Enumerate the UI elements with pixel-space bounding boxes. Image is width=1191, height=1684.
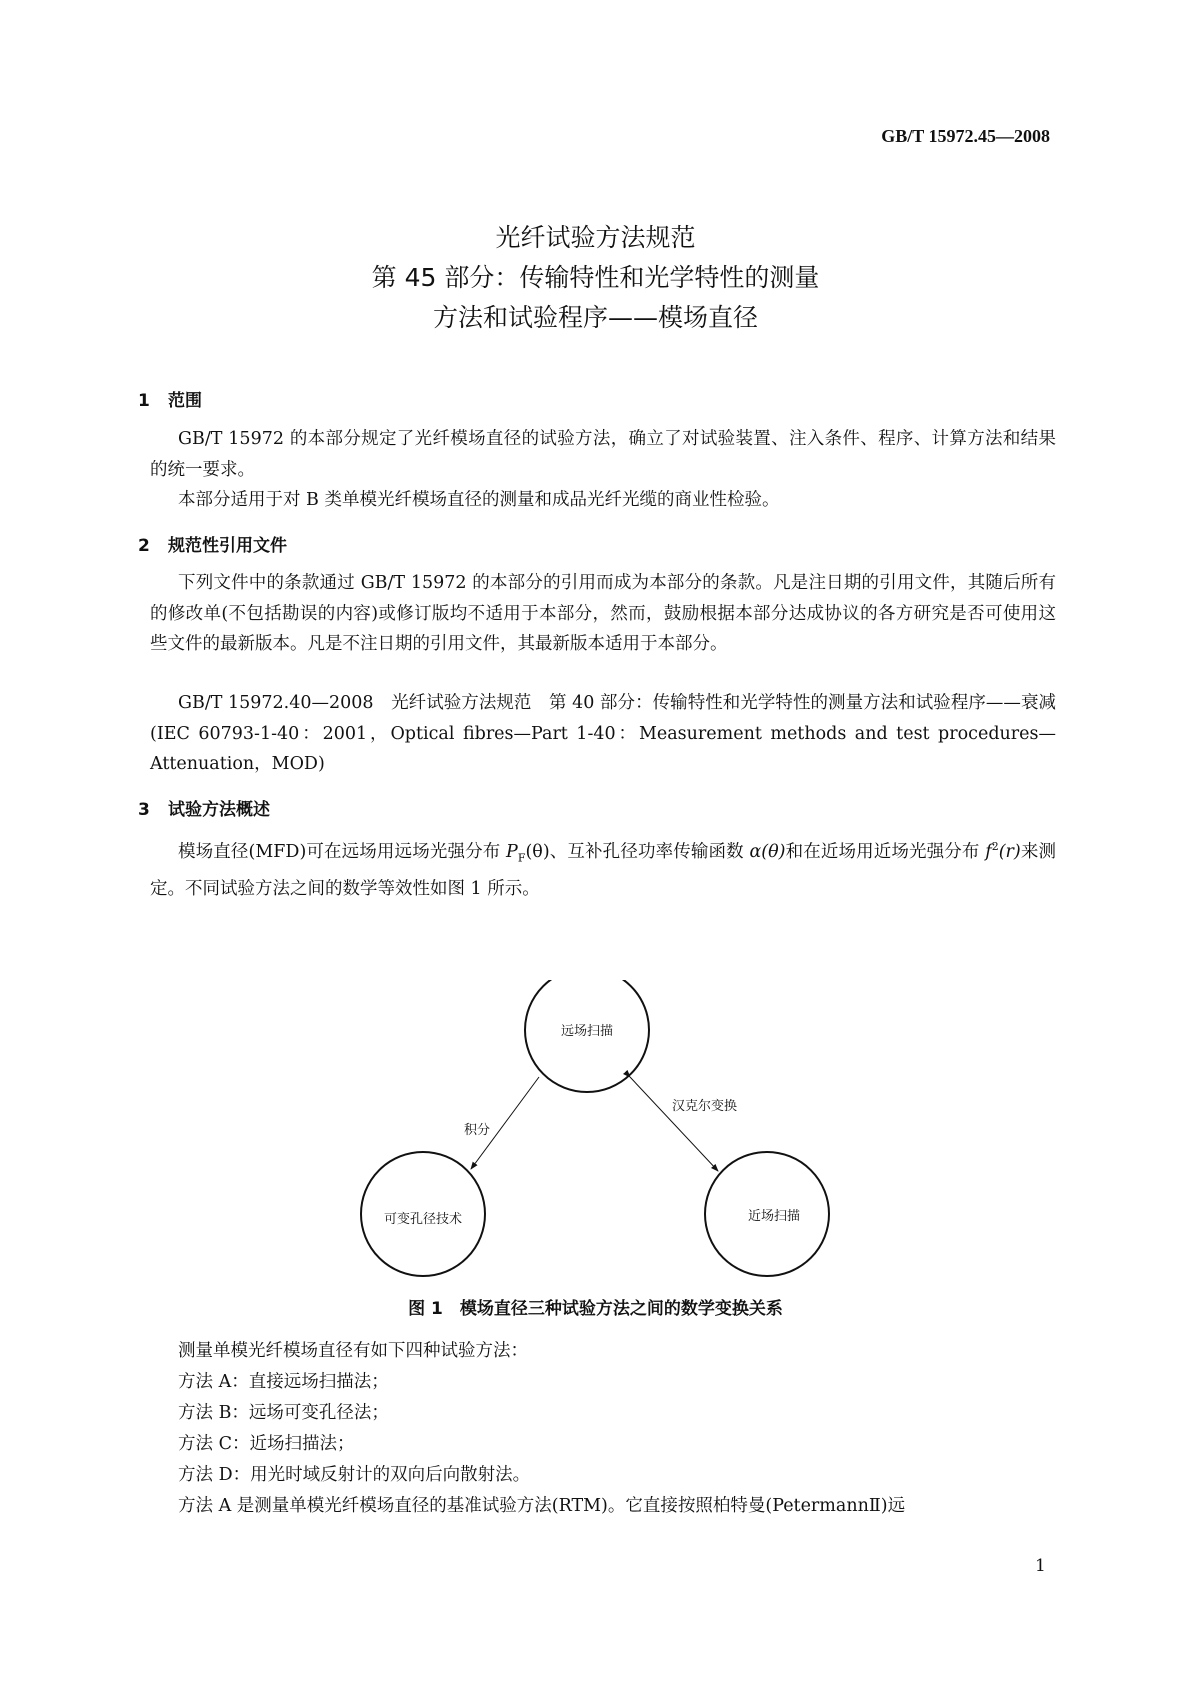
hankel-transform-arrow <box>630 1077 718 1171</box>
document-number: GB/T 15972.45—2008 <box>881 126 1050 146</box>
section-1-paragraph-2: 本部分适用于对 B 类单模光纤模场直径的测量和成品光纤光缆的商业性检验。 <box>178 490 780 510</box>
title-line-1: 光纤试验方法规范 <box>495 223 696 252</box>
method-c: 方法 C：近场扫描法； <box>178 1434 355 1454</box>
node-label-near-field: 近场扫描 <box>747 1209 801 1224</box>
section-1-heading: 1 范围 <box>138 391 202 411</box>
edge-label-integral: 积分 <box>464 1123 491 1138</box>
method-b: 方法 B：远场可变孔径法； <box>178 1403 389 1423</box>
method-a-description: 方法 A 是测量单模光纤模场直径的基准试验方法(RTM)。它直接按照柏特曼(PetermannⅡ)远 <box>178 1496 906 1516</box>
method-a: 方法 A：直接远场扫描法； <box>178 1372 389 1392</box>
title-line-3: 方法和试验程序——模场直径 <box>432 303 758 332</box>
figure-caption: 图 1 模场直径三种试验方法之间的数学变换关系 <box>408 1299 783 1319</box>
methods-intro: 测量单模光纤模场直径有如下四种试验方法： <box>178 1341 528 1361</box>
node-label-far-field: 远场扫描 <box>560 1024 614 1039</box>
section-3-paragraph-1: 模场直径(MFD)可在远场用远场光强分布 $P_F(\theta)$、互补孔径功率传输函数 α(θ)和在近场用近场光强分布 $f^2(r)$来测定。不同试验方法之间的数学等效性如图 1 所示。 <box>150 840 1057 899</box>
section-2-heading: 2 规范性引用文件 <box>138 536 287 556</box>
edge-label-hankel: 汉克尔变换 <box>672 1099 738 1114</box>
page-number: 1 <box>1035 1556 1046 1576</box>
title-line-2: 第 45 部分：传输特性和光学特性的测量 <box>371 263 820 292</box>
section-3-heading: 3 试验方法概述 <box>138 800 270 820</box>
node-label-variable-aperture: 可变孔径技术 <box>383 1212 463 1227</box>
method-relationship-diagram <box>330 980 850 1290</box>
section-2-paragraph-2: GB/T 15972.40—2008 光纤试验方法规范 第 40 部分：传输特性和光学特性的测量方法和试验程序——衰减(IEC 60793-1-40：2001，Optical fibres—Part 1-40：Measurement methods and test procedures—Attenuation，MOD) <box>150 693 1056 774</box>
method-d: 方法 D：用光时域反射计的双向后向散射法。 <box>178 1465 531 1485</box>
section-2-paragraph-1: 下列文件中的条款通过 GB/T 15972 的本部分的引用而成为本部分的条款。凡是注日期的引用文件，其随后所有的修改单(不包括勘误的内容)或修订版均不适用于本部分，然而，鼓励根据本部分达成协议的各方研究是否可使用这些文件的最新版本。凡是不注日期的引用文件，其最新版本适用于本部分。 <box>150 573 1056 654</box>
section-1-paragraph-1: GB/T 15972 的本部分规定了光纤模场直径的试验方法，确立了对试验装置、注入条件、程序、计算方法和结果的统一要求。 <box>150 429 1056 480</box>
